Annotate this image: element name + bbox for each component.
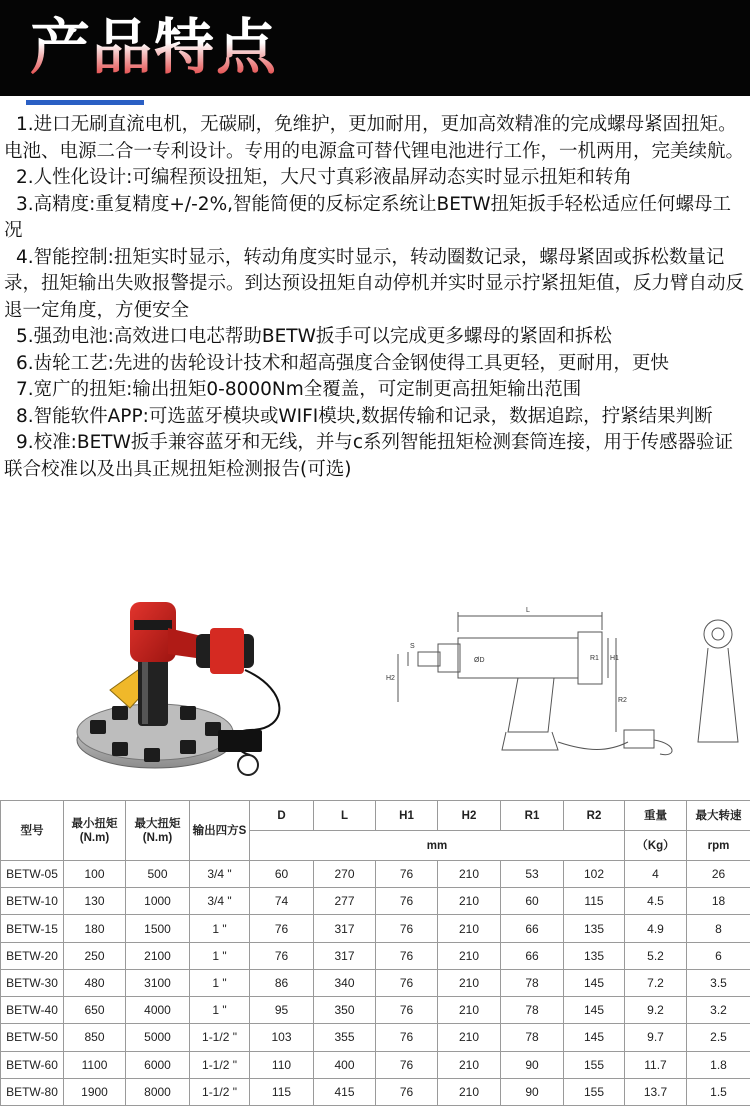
table-cell: 1100: [64, 1051, 126, 1078]
drawing-label-D: ØD: [474, 657, 485, 664]
drawing-label-H1: H1: [610, 655, 619, 662]
table-cell: 1500: [126, 915, 190, 942]
table-cell: 145: [564, 997, 625, 1024]
table-cell: 277: [314, 888, 376, 915]
table-cell: 76: [376, 915, 438, 942]
table-cell: 180: [64, 915, 126, 942]
table-cell: 415: [314, 1078, 376, 1105]
table-cell: 210: [438, 915, 501, 942]
table-cell: 60: [501, 888, 564, 915]
table-cell: 850: [64, 1024, 126, 1051]
table-cell: 130: [64, 888, 126, 915]
table-cell: 115: [250, 1078, 314, 1105]
table-cell: 1 ": [190, 942, 250, 969]
table-cell: 210: [438, 1051, 501, 1078]
product-images: [0, 576, 750, 790]
page-title: 产品特点: [30, 13, 278, 83]
table-cell: 500: [126, 861, 190, 888]
table-cell: 60: [250, 861, 314, 888]
table-cell: 480: [64, 969, 126, 996]
table-cell: 1-1/2 ": [190, 1024, 250, 1051]
feature-item: 5.强劲电池:高效进口电芯帮助BETW扳手可以完成更多螺母的紧固和拆松: [16, 326, 612, 347]
table-cell: 2.5: [687, 1024, 750, 1051]
header-min-torque: 最小扭矩(N.m): [64, 801, 126, 861]
table-cell: 7.2: [625, 969, 687, 996]
table-cell: 13.7: [625, 1078, 687, 1105]
table-cell: 76: [376, 861, 438, 888]
table-row: [1, 1078, 750, 1105]
table-cell: 4.9: [625, 915, 687, 942]
table-cell: 3.5: [687, 969, 750, 996]
table-cell: 9.7: [625, 1024, 687, 1051]
table-cell: 115: [564, 888, 625, 915]
header-unit-rpm: rpm: [687, 831, 750, 861]
table-cell: BETW-05: [1, 861, 64, 888]
table-cell: 100: [64, 861, 126, 888]
table-cell: 3.2: [687, 997, 750, 1024]
table-cell: 155: [564, 1078, 625, 1105]
table-cell: 350: [314, 997, 376, 1024]
dimension-drawing: [378, 582, 748, 782]
table-cell: 78: [501, 1024, 564, 1051]
table-cell: 9.2: [625, 997, 687, 1024]
table-cell: 78: [501, 969, 564, 996]
header-H2: H2: [438, 801, 501, 831]
drawing-label-R2: R2: [618, 697, 627, 704]
table-cell: 76: [376, 942, 438, 969]
table-cell: BETW-20: [1, 942, 64, 969]
table-cell: 11.7: [625, 1051, 687, 1078]
table-cell: 74: [250, 888, 314, 915]
table-cell: 76: [376, 997, 438, 1024]
table-row: [1, 969, 750, 996]
table-cell: 270: [314, 861, 376, 888]
table-cell: 1900: [64, 1078, 126, 1105]
table-cell: 86: [250, 969, 314, 996]
table-cell: 8: [687, 915, 750, 942]
table-cell: 1-1/2 ": [190, 1051, 250, 1078]
feature-item: 1.进口无刷直流电机，无碳刷，免维护，更加耐用，更加高效精准的完成螺母紧固扭矩。电池、电源二合一专利设计。专用的电源盒可替代锂电池进行工作，一机两用，完美续航。: [4, 114, 745, 162]
feature-item: 3.高精度:重复精度+/-2%,智能简便的反标定系统让BETW扭矩扳手轻松适应任何螺母工况: [4, 193, 731, 241]
spec-table-body: [1, 861, 750, 1106]
table-cell: 1.8: [687, 1051, 750, 1078]
table-cell: 1.5: [687, 1078, 750, 1105]
table-cell: 76: [376, 1024, 438, 1051]
table-cell: BETW-15: [1, 915, 64, 942]
table-cell: 1 ": [190, 915, 250, 942]
table-cell: 6: [687, 942, 750, 969]
table-cell: 1 ": [190, 969, 250, 996]
feature-item: 4.智能控制:扭矩实时显示，转动角度实时显示，转动圈数记录，螺母紧固或拆松数量记录，扭矩输出失败报警提示。到达预设扭矩自动停机并实时显示拧紧扭矩值，反力臂自动反退一定角度，方便安全: [4, 246, 745, 321]
feature-item: 2.人性化设计:可编程预设扭矩，大尺寸真彩液晶屏动态实时显示扭矩和转角: [16, 167, 632, 188]
table-cell: 1000: [126, 888, 190, 915]
table-cell: 90: [501, 1078, 564, 1105]
feature-item: 7.宽广的扭矩:输出扭矩0-8000Nm全覆盖，可定制更高扭矩输出范围: [16, 379, 582, 400]
header-max-torque: 最大扭矩(N.m): [126, 801, 190, 861]
spec-table: [0, 800, 750, 1106]
table-cell: 145: [564, 969, 625, 996]
table-cell: 103: [250, 1024, 314, 1051]
table-cell: 317: [314, 915, 376, 942]
header-speed: 最大转速: [687, 801, 750, 831]
table-cell: 250: [64, 942, 126, 969]
table-cell: 340: [314, 969, 376, 996]
table-row: [1, 1051, 750, 1078]
feature-item: 6.齿轮工艺:先进的齿轮设计技术和超高强度合金钢使得工具更轻，更耐用，更快: [16, 352, 669, 374]
table-cell: 210: [438, 1078, 501, 1105]
table-cell: 210: [438, 1024, 501, 1051]
table-cell: 5.2: [625, 942, 687, 969]
table-cell: 8000: [126, 1078, 190, 1105]
header-unit-kg: （Kg）: [625, 831, 687, 861]
table-cell: 76: [250, 942, 314, 969]
table-cell: 1 ": [190, 997, 250, 1024]
table-row: [1, 915, 750, 942]
table-row: [1, 888, 750, 915]
header-R1: R1: [501, 801, 564, 831]
table-cell: 76: [376, 969, 438, 996]
header-weight: 重量: [625, 801, 687, 831]
drawing-label-R1: R1: [590, 655, 599, 662]
table-cell: BETW-10: [1, 888, 64, 915]
table-cell: 210: [438, 888, 501, 915]
table-cell: 18: [687, 888, 750, 915]
table-cell: 135: [564, 915, 625, 942]
table-cell: BETW-40: [1, 997, 64, 1024]
table-cell: 78: [501, 997, 564, 1024]
table-cell: 53: [501, 861, 564, 888]
table-cell: 2100: [126, 942, 190, 969]
drawing-label-H2: H2: [386, 675, 395, 682]
table-cell: 4000: [126, 997, 190, 1024]
table-cell: 5000: [126, 1024, 190, 1051]
table-cell: 135: [564, 942, 625, 969]
table-cell: 66: [501, 915, 564, 942]
table-cell: 400: [314, 1051, 376, 1078]
table-cell: 210: [438, 997, 501, 1024]
table-cell: BETW-80: [1, 1078, 64, 1105]
table-cell: 102: [564, 861, 625, 888]
feature-item: 8.智能软件APP:可选蓝牙模块或WIFI模块,数据传输和记录，数据追踪，拧紧结果判断: [16, 405, 713, 427]
header-H1: H1: [376, 801, 438, 831]
table-cell: 3100: [126, 969, 190, 996]
table-cell: BETW-60: [1, 1051, 64, 1078]
feature-list: [4, 112, 746, 483]
header-D: D: [250, 801, 314, 831]
table-cell: 4: [625, 861, 687, 888]
title-accent-bar: [26, 100, 144, 105]
feature-item: 9.校准:BETW扳手兼容蓝牙和无线，并与c系列智能扭矩检测套筒连接，用于传感器验证联合校准以及出具正规扭矩检测报告(可选): [4, 432, 734, 480]
table-cell: 4.5: [625, 888, 687, 915]
table-cell: 210: [438, 861, 501, 888]
table-cell: 90: [501, 1051, 564, 1078]
table-cell: BETW-30: [1, 969, 64, 996]
table-cell: 76: [376, 888, 438, 915]
table-cell: 66: [501, 942, 564, 969]
drawing-label-L: L: [526, 607, 530, 614]
product-photo: [60, 580, 320, 786]
table-cell: 355: [314, 1024, 376, 1051]
header-L: L: [314, 801, 376, 831]
table-cell: 210: [438, 969, 501, 996]
table-row: [1, 997, 750, 1024]
table-cell: 145: [564, 1024, 625, 1051]
header-model: 型号: [1, 801, 64, 861]
header-unit-mm: mm: [250, 831, 625, 861]
drawing-label-S: S: [410, 643, 415, 650]
table-row: [1, 942, 750, 969]
header-drive: 输出四方S: [190, 801, 250, 861]
table-cell: 155: [564, 1051, 625, 1078]
table-cell: 317: [314, 942, 376, 969]
table-cell: 110: [250, 1051, 314, 1078]
header-R2: R2: [564, 801, 625, 831]
table-cell: 650: [64, 997, 126, 1024]
table-cell: 76: [376, 1051, 438, 1078]
table-cell: 6000: [126, 1051, 190, 1078]
table-cell: 26: [687, 861, 750, 888]
table-cell: 3/4 ": [190, 861, 250, 888]
table-cell: 76: [250, 915, 314, 942]
table-cell: 95: [250, 997, 314, 1024]
table-row: [1, 1024, 750, 1051]
table-cell: 76: [376, 1078, 438, 1105]
table-cell: BETW-50: [1, 1024, 64, 1051]
table-cell: 210: [438, 942, 501, 969]
header-banner: [0, 0, 750, 96]
table-cell: 3/4 ": [190, 888, 250, 915]
table-cell: 1-1/2 ": [190, 1078, 250, 1105]
table-row: [1, 861, 750, 888]
